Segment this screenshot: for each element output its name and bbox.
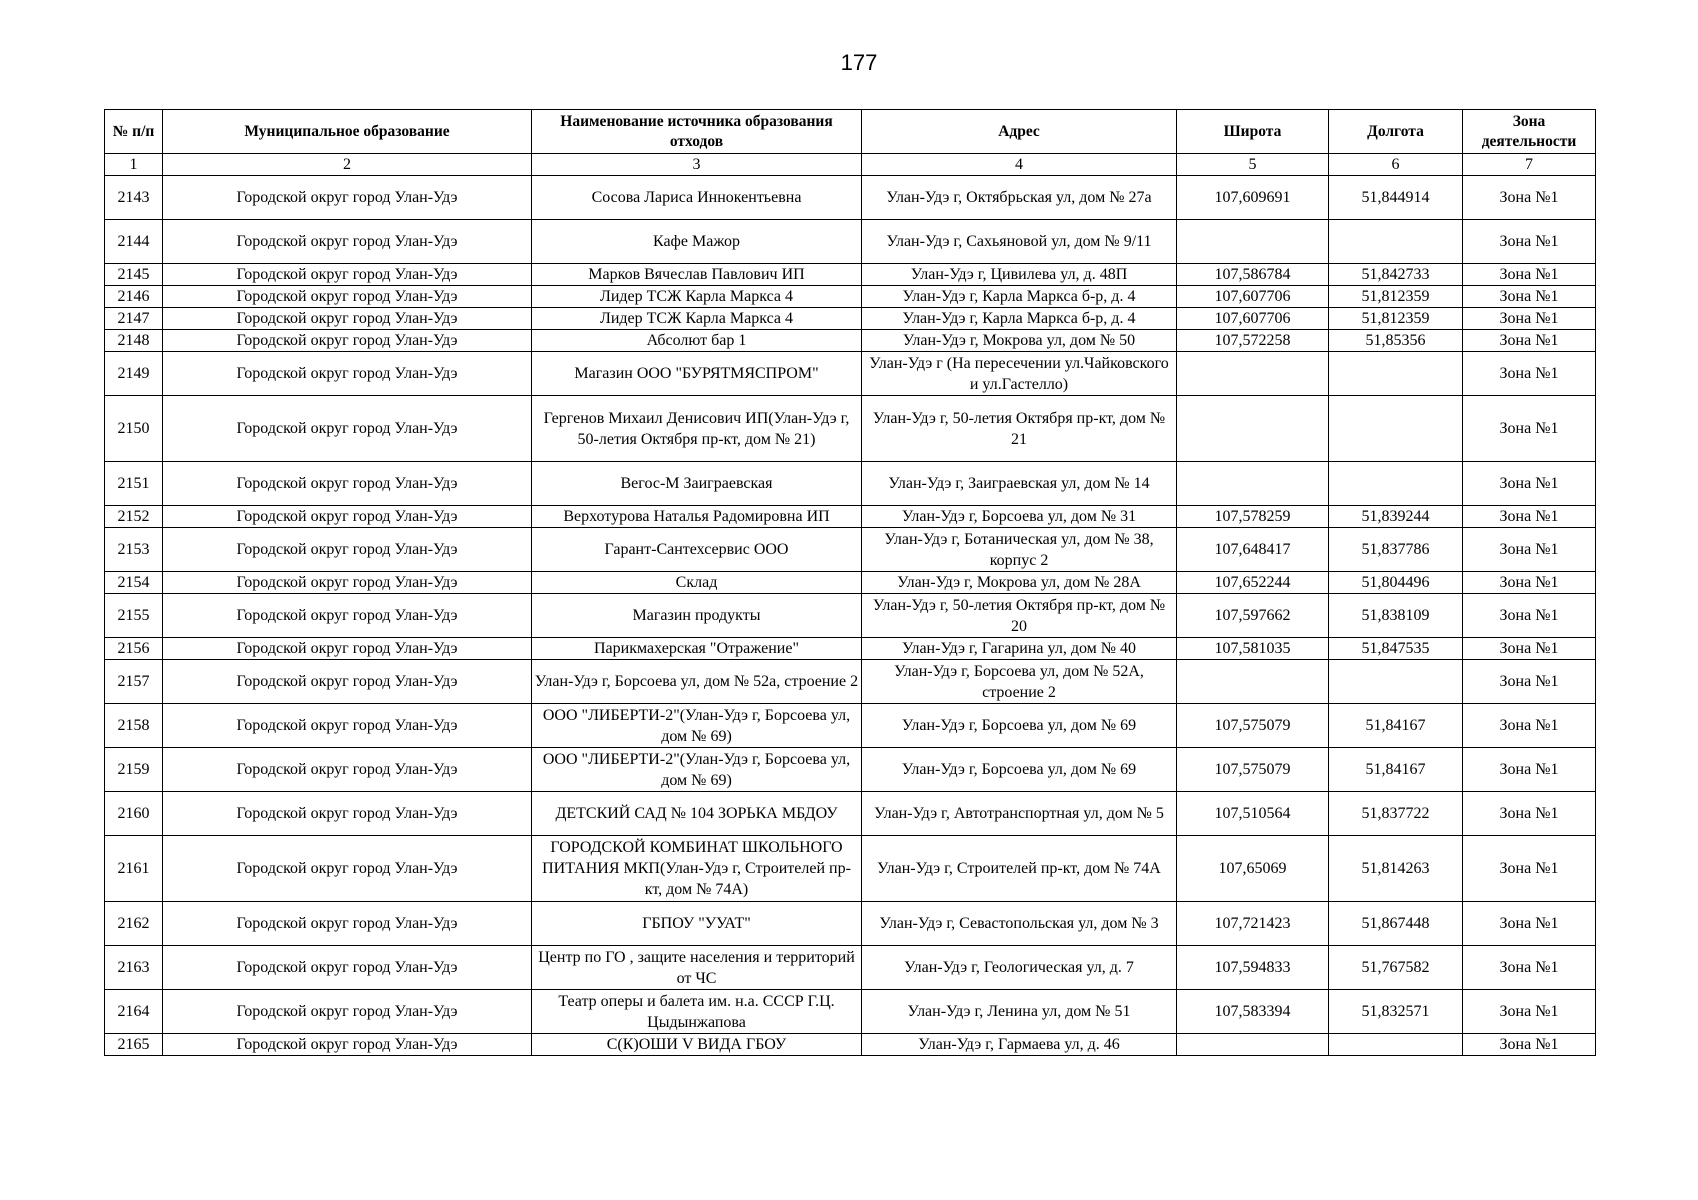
cell-zone: Зона №1	[1463, 264, 1596, 286]
cell-latitude: 107,607706	[1177, 286, 1329, 308]
cell-address: Улан-Удэ г, Заиграевская ул, дом № 14	[862, 462, 1177, 506]
cell-municipality: Городской округ город Улан-Удэ	[163, 308, 532, 330]
cell-latitude: 107,575079	[1177, 748, 1329, 792]
cell-longitude: 51,839244	[1329, 506, 1463, 528]
cell-source: Гарант-Сантехсервис ООО	[532, 528, 862, 572]
cell-address: Улан-Удэ г, Мокрова ул, дом № 50	[862, 330, 1177, 352]
cell-zone: Зона №1	[1463, 220, 1596, 264]
cell-municipality: Городской округ город Улан-Удэ	[163, 748, 532, 792]
cell-municipality: Городской округ город Улан-Удэ	[163, 990, 532, 1034]
cell-source: Магазин продукты	[532, 594, 862, 638]
cell-municipality: Городской округ город Улан-Удэ	[163, 1034, 532, 1056]
table-row	[105, 660, 1596, 704]
cell-zone: Зона №1	[1463, 352, 1596, 396]
cell-address: Улан-Удэ г, Сахьяновой ул, дом № 9/11	[862, 220, 1177, 264]
table-row	[105, 264, 1596, 286]
cell-source: Гергенов Михаил Денисович ИП(Улан-Удэ г, 50-летия Октября пр-кт, дом № 21)	[532, 396, 862, 462]
cell-source: Парикмахерская "Отражение"	[532, 638, 862, 660]
cell-number: 2144	[105, 220, 163, 264]
cell-longitude: 51,767582	[1329, 946, 1463, 990]
cell-municipality: Городской округ город Улан-Удэ	[163, 176, 532, 220]
cell-source: Марков Вячеслав Павлович ИП	[532, 264, 862, 286]
cell-latitude: 107,652244	[1177, 572, 1329, 594]
cell-zone: Зона №1	[1463, 506, 1596, 528]
cell-number: 2143	[105, 176, 163, 220]
column-number: 3	[532, 154, 862, 176]
table-row	[105, 792, 1596, 836]
cell-zone: Зона №1	[1463, 462, 1596, 506]
cell-source: Центр по ГО , защите населения и территорий от ЧС	[532, 946, 862, 990]
cell-number: 2154	[105, 572, 163, 594]
cell-municipality: Городской округ город Улан-Удэ	[163, 462, 532, 506]
table-row	[105, 506, 1596, 528]
cell-municipality: Городской округ город Улан-Удэ	[163, 946, 532, 990]
cell-number: 2147	[105, 308, 163, 330]
table-row	[105, 638, 1596, 660]
cell-latitude: 107,609691	[1177, 176, 1329, 220]
cell-municipality: Городской округ город Улан-Удэ	[163, 330, 532, 352]
cell-municipality: Городской округ город Улан-Удэ	[163, 286, 532, 308]
cell-number: 2164	[105, 990, 163, 1034]
cell-longitude: 51,867448	[1329, 902, 1463, 946]
cell-number: 2150	[105, 396, 163, 462]
cell-longitude: 51,84167	[1329, 748, 1463, 792]
cell-source: Абсолют бар 1	[532, 330, 862, 352]
cell-zone: Зона №1	[1463, 836, 1596, 902]
cell-municipality: Городской округ город Улан-Удэ	[163, 220, 532, 264]
table-row	[105, 176, 1596, 220]
cell-municipality: Городской округ город Улан-Удэ	[163, 594, 532, 638]
table-row	[105, 352, 1596, 396]
cell-latitude: 107,597662	[1177, 594, 1329, 638]
cell-latitude: 107,575079	[1177, 704, 1329, 748]
cell-zone: Зона №1	[1463, 528, 1596, 572]
cell-longitude: 51,84167	[1329, 704, 1463, 748]
cell-address: Улан-Удэ г, Гармаева ул, д. 46	[862, 1034, 1177, 1056]
cell-zone: Зона №1	[1463, 1034, 1596, 1056]
cell-longitude	[1329, 660, 1463, 704]
cell-source: ООО "ЛИБЕРТИ-2"(Улан-Удэ г, Борсоева ул, дом № 69)	[532, 748, 862, 792]
table-row	[105, 946, 1596, 990]
column-number-row	[105, 154, 1596, 176]
table-row	[105, 528, 1596, 572]
cell-zone: Зона №1	[1463, 748, 1596, 792]
cell-number: 2162	[105, 902, 163, 946]
cell-number: 2146	[105, 286, 163, 308]
table-row	[105, 594, 1596, 638]
cell-address: Улан-Удэ г, Геологическая ул, д. 7	[862, 946, 1177, 990]
cell-address: Улан-Удэ г, Гагарина ул, дом № 40	[862, 638, 1177, 660]
cell-longitude: 51,837786	[1329, 528, 1463, 572]
cell-number: 2156	[105, 638, 163, 660]
cell-municipality: Городской округ город Улан-Удэ	[163, 264, 532, 286]
cell-latitude	[1177, 396, 1329, 462]
page-number: 177	[840, 50, 878, 75]
cell-zone: Зона №1	[1463, 396, 1596, 462]
cell-source: Магазин ООО "БУРЯТМЯСПРОМ"	[532, 352, 862, 396]
cell-zone: Зона №1	[1463, 308, 1596, 330]
table-row	[105, 1034, 1596, 1056]
cell-address: Улан-Удэ г, Мокрова ул, дом № 28А	[862, 572, 1177, 594]
cell-latitude	[1177, 462, 1329, 506]
column-number: 2	[163, 154, 532, 176]
cell-latitude: 107,607706	[1177, 308, 1329, 330]
cell-latitude: 107,578259	[1177, 506, 1329, 528]
cell-longitude: 51,814263	[1329, 836, 1463, 902]
cell-latitude	[1177, 352, 1329, 396]
cell-latitude: 107,721423	[1177, 902, 1329, 946]
cell-latitude	[1177, 660, 1329, 704]
cell-zone: Зона №1	[1463, 286, 1596, 308]
cell-zone: Зона №1	[1463, 990, 1596, 1034]
cell-longitude	[1329, 220, 1463, 264]
cell-longitude: 51,837722	[1329, 792, 1463, 836]
cell-address: Улан-Удэ г, Строителей пр-кт, дом № 74А	[862, 836, 1177, 902]
cell-zone: Зона №1	[1463, 946, 1596, 990]
cell-municipality: Городской округ город Улан-Удэ	[163, 506, 532, 528]
cell-latitude: 107,581035	[1177, 638, 1329, 660]
cell-source: Вегос-М Заиграевская	[532, 462, 862, 506]
cell-address: Улан-Удэ г, 50-летия Октября пр-кт, дом № 21	[862, 396, 1177, 462]
cell-municipality: Городской округ город Улан-Удэ	[163, 572, 532, 594]
cell-longitude: 51,842733	[1329, 264, 1463, 286]
cell-address: Улан-Удэ г, Карла Маркса б-р, д. 4	[862, 286, 1177, 308]
waste-sources-table	[104, 109, 1596, 1056]
cell-latitude	[1177, 220, 1329, 264]
cell-number: 2160	[105, 792, 163, 836]
cell-address: Улан-Удэ г, Октябрьская ул, дом № 27а	[862, 176, 1177, 220]
table-row	[105, 308, 1596, 330]
cell-source: ГОРОДСКОЙ КОМБИНАТ ШКОЛЬНОГО ПИТАНИЯ МКП(Улан-Удэ г, Строителей пр-кт, дом № 74А)	[532, 836, 862, 902]
cell-address: Улан-Удэ г (На пересечении ул.Чайковского и ул.Гастелло)	[862, 352, 1177, 396]
cell-number: 2161	[105, 836, 163, 902]
cell-latitude: 107,648417	[1177, 528, 1329, 572]
table-row	[105, 396, 1596, 462]
table-row	[105, 990, 1596, 1034]
cell-municipality: Городской округ город Улан-Удэ	[163, 638, 532, 660]
cell-municipality: Городской округ город Улан-Удэ	[163, 902, 532, 946]
table-row	[105, 220, 1596, 264]
cell-source: Верхотурова Наталья Радомировна ИП	[532, 506, 862, 528]
table-row	[105, 286, 1596, 308]
table-header-row	[105, 110, 1596, 154]
cell-longitude	[1329, 352, 1463, 396]
cell-source: Кафе Мажор	[532, 220, 862, 264]
cell-zone: Зона №1	[1463, 572, 1596, 594]
cell-address: Улан-Удэ г, Автотранспортная ул, дом № 5	[862, 792, 1177, 836]
cell-address: Улан-Удэ г, Карла Маркса б-р, д. 4	[862, 308, 1177, 330]
cell-number: 2158	[105, 704, 163, 748]
table-row	[105, 902, 1596, 946]
cell-municipality: Городской округ город Улан-Удэ	[163, 396, 532, 462]
cell-address: Улан-Удэ г, Борсоева ул, дом № 69	[862, 748, 1177, 792]
cell-longitude: 51,847535	[1329, 638, 1463, 660]
column-number: 7	[1463, 154, 1596, 176]
cell-source: ДЕТСКИЙ САД № 104 ЗОРЬКА МБДОУ	[532, 792, 862, 836]
cell-source: Склад	[532, 572, 862, 594]
cell-source: ООО "ЛИБЕРТИ-2"(Улан-Удэ г, Борсоева ул, дом № 69)	[532, 704, 862, 748]
cell-number: 2163	[105, 946, 163, 990]
cell-latitude: 107,583394	[1177, 990, 1329, 1034]
table-row	[105, 836, 1596, 902]
cell-longitude	[1329, 462, 1463, 506]
cell-address: Улан-Удэ г, Борсоева ул, дом № 52А, строение 2	[862, 660, 1177, 704]
column-number: 4	[862, 154, 1177, 176]
cell-municipality: Городской округ город Улан-Удэ	[163, 792, 532, 836]
cell-number: 2151	[105, 462, 163, 506]
table-row	[105, 572, 1596, 594]
column-header-municipality: Муниципальное образование	[163, 110, 532, 154]
cell-address: Улан-Удэ г, Цивилева ул, д. 48П	[862, 264, 1177, 286]
cell-number: 2157	[105, 660, 163, 704]
cell-municipality: Городской округ город Улан-Удэ	[163, 836, 532, 902]
cell-address: Улан-Удэ г, Ботаническая ул, дом № 38, корпус 2	[862, 528, 1177, 572]
cell-zone: Зона №1	[1463, 330, 1596, 352]
column-header-latitude: Широта	[1177, 110, 1329, 154]
cell-address: Улан-Удэ г, 50-летия Октября пр-кт, дом № 20	[862, 594, 1177, 638]
column-number: 6	[1329, 154, 1463, 176]
cell-longitude: 51,812359	[1329, 308, 1463, 330]
cell-source: Театр оперы и балета им. н.а. СССР Г.Ц. Цыдынжапова	[532, 990, 862, 1034]
column-header-number: № п/п	[105, 110, 163, 154]
cell-latitude: 107,594833	[1177, 946, 1329, 990]
cell-zone: Зона №1	[1463, 902, 1596, 946]
cell-municipality: Городской округ город Улан-Удэ	[163, 528, 532, 572]
column-number: 1	[105, 154, 163, 176]
table-row	[105, 330, 1596, 352]
table-row	[105, 748, 1596, 792]
cell-number: 2148	[105, 330, 163, 352]
cell-number: 2155	[105, 594, 163, 638]
cell-latitude: 107,65069	[1177, 836, 1329, 902]
cell-longitude: 51,812359	[1329, 286, 1463, 308]
column-header-longitude: Долгота	[1329, 110, 1463, 154]
cell-number: 2159	[105, 748, 163, 792]
cell-number: 2153	[105, 528, 163, 572]
cell-source: С(К)ОШИ V ВИДА ГБОУ	[532, 1034, 862, 1056]
cell-address: Улан-Удэ г, Ленина ул, дом № 51	[862, 990, 1177, 1034]
cell-longitude: 51,804496	[1329, 572, 1463, 594]
cell-source: ГБПОУ "УУАТ"	[532, 902, 862, 946]
cell-longitude: 51,844914	[1329, 176, 1463, 220]
table-row	[105, 462, 1596, 506]
cell-longitude: 51,832571	[1329, 990, 1463, 1034]
column-header-zone: Зона деятельности	[1463, 110, 1596, 154]
cell-municipality: Городской округ город Улан-Удэ	[163, 660, 532, 704]
cell-number: 2152	[105, 506, 163, 528]
cell-number: 2149	[105, 352, 163, 396]
cell-zone: Зона №1	[1463, 792, 1596, 836]
cell-longitude	[1329, 396, 1463, 462]
cell-source: Улан-Удэ г, Борсоева ул, дом № 52а, строение 2	[532, 660, 862, 704]
cell-zone: Зона №1	[1463, 660, 1596, 704]
cell-longitude: 51,85356	[1329, 330, 1463, 352]
cell-latitude	[1177, 1034, 1329, 1056]
cell-latitude: 107,572258	[1177, 330, 1329, 352]
cell-municipality: Городской округ город Улан-Удэ	[163, 704, 532, 748]
column-header-address: Адрес	[862, 110, 1177, 154]
cell-zone: Зона №1	[1463, 638, 1596, 660]
cell-latitude: 107,510564	[1177, 792, 1329, 836]
cell-longitude	[1329, 1034, 1463, 1056]
cell-zone: Зона №1	[1463, 594, 1596, 638]
cell-address: Улан-Удэ г, Борсоева ул, дом № 31	[862, 506, 1177, 528]
column-header-source: Наименование источника образования отходов	[532, 110, 862, 154]
cell-source: Лидер ТСЖ Карла Маркса 4	[532, 308, 862, 330]
cell-source: Сосова Лариса Иннокентьевна	[532, 176, 862, 220]
cell-address: Улан-Удэ г, Борсоева ул, дом № 69	[862, 704, 1177, 748]
cell-address: Улан-Удэ г, Севастопольская ул, дом № 3	[862, 902, 1177, 946]
cell-latitude: 107,586784	[1177, 264, 1329, 286]
column-number: 5	[1177, 154, 1329, 176]
cell-zone: Зона №1	[1463, 704, 1596, 748]
cell-number: 2165	[105, 1034, 163, 1056]
cell-longitude: 51,838109	[1329, 594, 1463, 638]
cell-zone: Зона №1	[1463, 176, 1596, 220]
table-row	[105, 704, 1596, 748]
cell-source: Лидер ТСЖ Карла Маркса 4	[532, 286, 862, 308]
cell-number: 2145	[105, 264, 163, 286]
cell-municipality: Городской округ город Улан-Удэ	[163, 352, 532, 396]
